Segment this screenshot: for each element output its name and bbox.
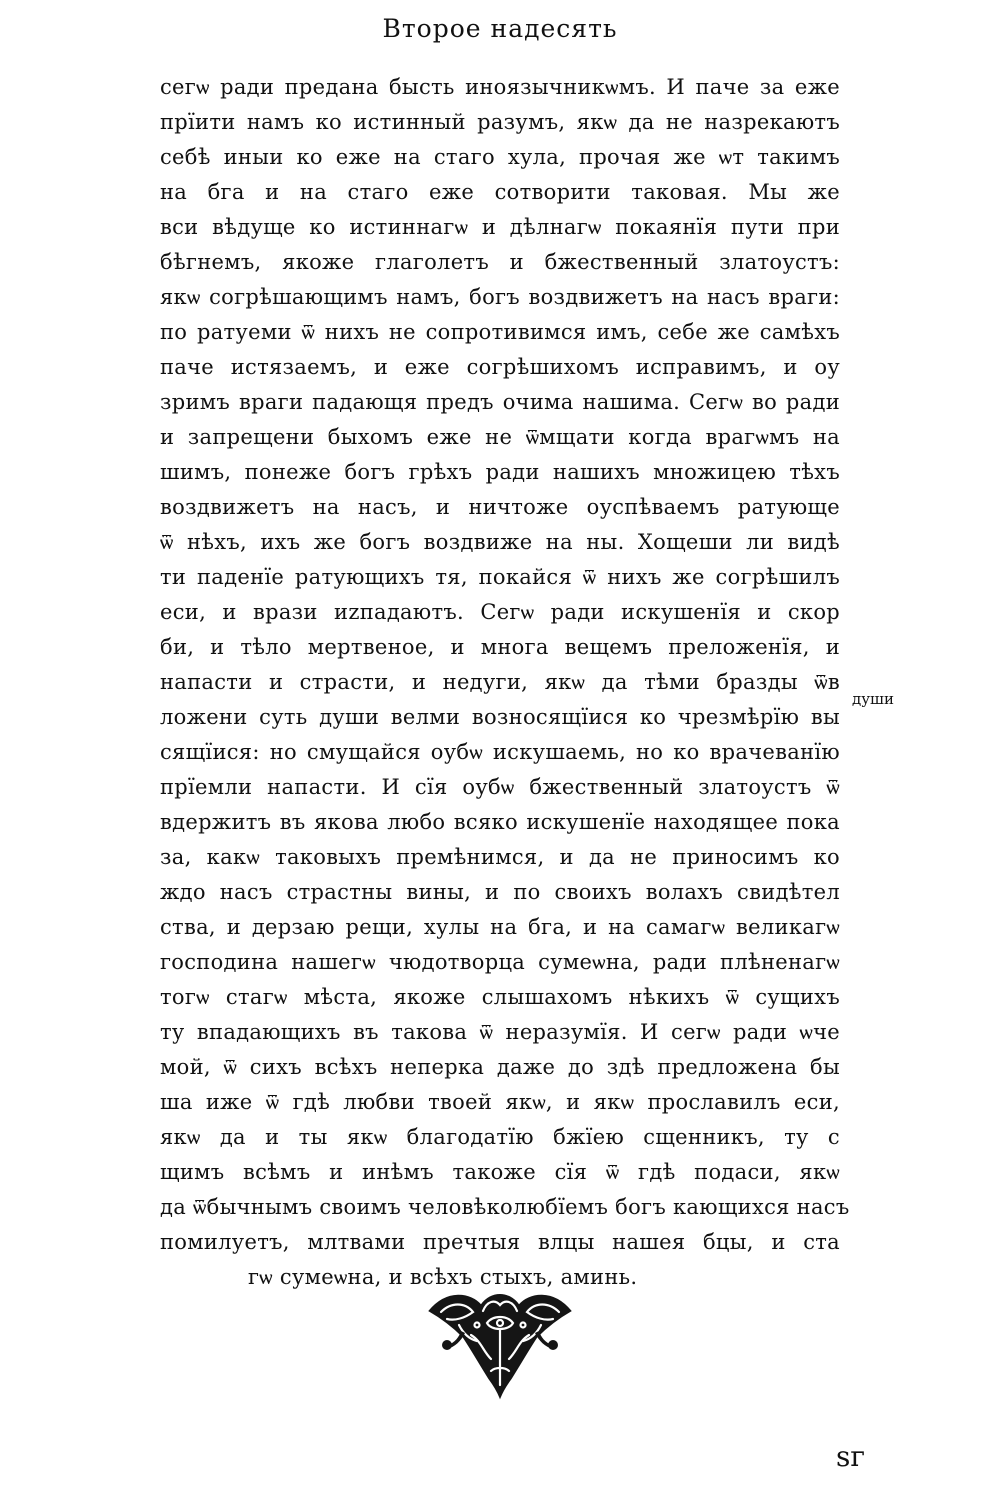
text-line: мой, ѿ сихъ всѣхъ неперка даже до здѣ предложена бы: [160, 1055, 840, 1079]
text-line: шимъ, понеже богъ грѣхъ ради нашихъ множицею тѣхъ: [160, 460, 840, 484]
text-line: бѣгнемъ, якоже глаголетъ и бжественный златоустъ:: [160, 250, 840, 274]
text-line: вси вѣдуще ко истиннагѡ и дѣлнагѡ покаянїя пути при: [160, 215, 840, 239]
signature-mark: ѕг: [836, 1440, 866, 1473]
tailpiece-ornament-icon: [425, 1285, 575, 1400]
text-line: напасти и страсти, и недуги, якѡ да тѣми бразды ѿв: [160, 670, 840, 694]
text-line: тогѡ стагѡ мѣста, якоже слышахомъ нѣкихъ ѿ сущихъ: [160, 985, 840, 1009]
text-line: еси, и врази иzпадаютъ. Сегѡ ради искушенїя и скор: [160, 600, 840, 624]
text-line: паче истязаемъ, и еже согрѣшихомъ исправимъ, и оу: [160, 355, 840, 379]
text-line: якѡ да и ты якѡ благодатїю бжїею сщенникъ, ту с: [160, 1125, 840, 1149]
text-line: якѡ согрѣшающимъ намъ, богъ воздвижетъ на насъ враги:: [160, 285, 840, 309]
text-line: прїити намъ ко истинный разумъ, якѡ да не назрекаютъ: [160, 110, 840, 134]
body-text: [160, 70, 850, 1295]
text-line: по ратуеми ѿ нихъ не сопротивимся имъ, себе же самѣхъ: [160, 320, 840, 344]
text-line: господина нашегѡ чюдотворца сумеѡна, ради плѣненагѡ: [160, 950, 840, 974]
text-line: прїемли напасти. И сїя оубѡ бжественный златоустъ ѿ: [160, 775, 840, 799]
text-line: сящїися: но смущайся оубѡ искушаемь, но ко врачеванїю: [160, 740, 840, 764]
text-line: воздвижетъ на насъ, и ничтоже оуспѣваемъ ратующе: [160, 495, 840, 519]
text-line: би, и тѣло мертвеное, и многа вещемъ преложенїя, и: [160, 635, 840, 659]
text-line: за, какѡ таковыхъ премѣнимся, и да не приносимъ ко: [160, 845, 840, 869]
text-line: щимъ всѣмъ и инѣмъ такоже сїя ѿ гдѣ подаси, якѡ: [160, 1160, 840, 1184]
text-line: ѿ нѣхъ, ихъ же богъ воздвиже на ны. Хощеши ли видѣ: [160, 530, 840, 554]
text-line: вдержитъ въ якова любо всяко искушенїе находящее пока: [160, 810, 840, 834]
text-line: на бга и на стаго еже сотворити таковая. Мы же: [160, 180, 840, 204]
text-line: ти паденїе ратующихъ тя, покайся ѿ нихъ же согрѣшилъ: [160, 565, 840, 589]
text-line: помилуетъ, млтвами пречтыя влцы нашея бцы, и стa: [160, 1230, 840, 1254]
text-line: зримъ враги падающя предъ очима нашима. Сегѡ во ради: [160, 390, 840, 414]
text-line: ложени суть души велми возносящїися ко чрезмѣрїю вы: [160, 705, 840, 729]
text-line: сегѡ ради предана бысть иноязычникѡмъ. И паче за еже: [160, 75, 840, 99]
text-line: ства, и дерзаю рещи, хулы на бга, и на самагѡ великагѡ: [160, 915, 840, 939]
marginal-note: души: [852, 690, 895, 708]
text-line: себѣ иныи ко еже на стаго хула, прочая же ѡт такимъ: [160, 145, 840, 169]
text-line-final: гѡ сумеѡна, и всѣхъ стыхъ, аминь.: [248, 1265, 638, 1289]
text-line: ждо насъ страстны вины, и по своихъ волахъ свидѣтел: [160, 880, 840, 904]
text-line: да ѿбычнымъ своимъ человѣколюбїемъ богъ кающихся насъ: [160, 1195, 850, 1219]
text-line: ту впадающихъ въ такова ѿ неразумїя. И сегѡ ради ѡче: [160, 1020, 840, 1044]
text-line: ша иже ѿ гдѣ любви твоей якѡ, и якѡ прославилъ еси,: [160, 1090, 840, 1114]
text-line: и запрещени быхомъ еже не ѿмщати когда врагѡмъ на: [160, 425, 840, 449]
running-head: Второе надесять: [382, 14, 618, 43]
